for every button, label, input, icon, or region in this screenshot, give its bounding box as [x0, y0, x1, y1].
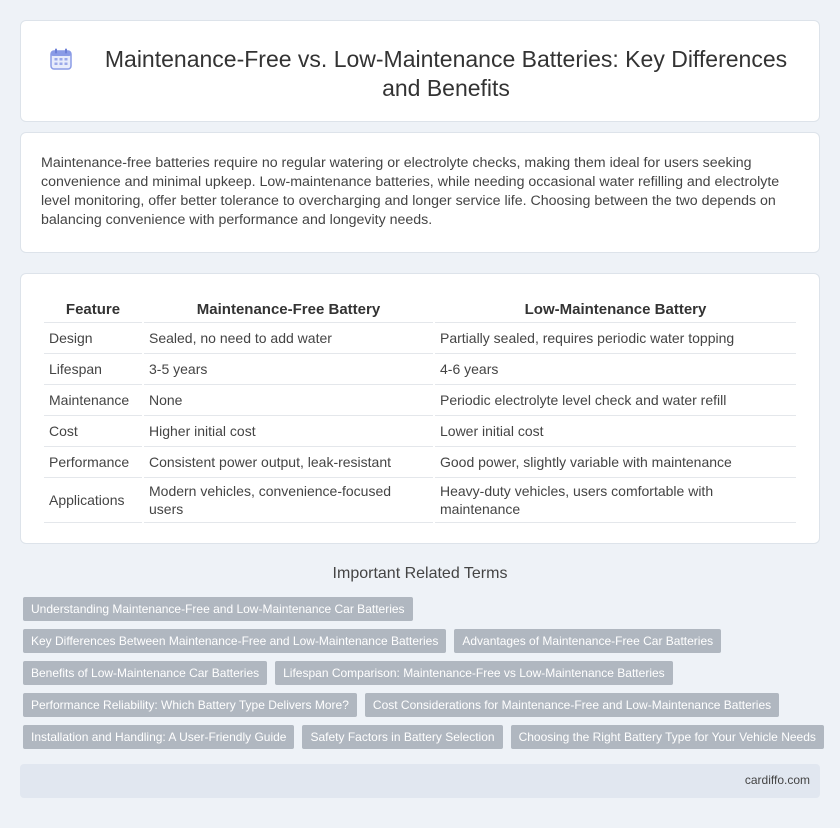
- intro-card: [20, 132, 820, 253]
- header-feature: Feature: [44, 294, 142, 323]
- feature-cell: Lifespan: [44, 354, 142, 385]
- related-term-tag[interactable]: Safety Factors in Battery Selection: [302, 725, 502, 749]
- related-term-tag[interactable]: Choosing the Right Battery Type for Your Vehicle Needs: [511, 725, 824, 749]
- low-maintenance-cell: Heavy-duty vehicles, users comfortable with maintenance: [435, 478, 796, 523]
- related-term-tag[interactable]: Performance Reliability: Which Battery Type Delivers More?: [23, 693, 357, 717]
- page-title: Maintenance-Free vs. Low-Maintenance Batteries: Key Differences and Benefits: [104, 46, 788, 101]
- table-header-row: [44, 294, 796, 323]
- maintenance-free-cell: Modern vehicles, convenience-focused users: [144, 478, 433, 523]
- low-maintenance-cell: Partially sealed, requires periodic water topping: [435, 323, 796, 354]
- table-row: [44, 354, 796, 385]
- table-row: [44, 447, 796, 478]
- site-name[interactable]: cardiffo.com: [744, 773, 810, 787]
- table-row: [44, 478, 796, 523]
- header-maintenance-free: Maintenance-Free Battery: [144, 294, 433, 323]
- feature-cell: Cost: [44, 416, 142, 447]
- header-low-maintenance: Low-Maintenance Battery: [435, 294, 796, 323]
- low-maintenance-cell: 4-6 years: [435, 354, 796, 385]
- intro-paragraph: Maintenance-free batteries require no regular watering or electrolyte checks, making them ideal for users seeking convenience and minimal upkeep. Low-maintenance batteries, while needing occasional water refilling and electrolyte level monitoring, offer better tolerance to overcharging and longer service life. Choosing between the two depends on balancing convenience with performance and longevity needs.: [41, 155, 780, 228]
- related-terms-list: [23, 597, 823, 757]
- related-term-tag[interactable]: Benefits of Low-Maintenance Car Batteries: [23, 661, 267, 685]
- low-maintenance-cell: Good power, slightly variable with maintenance: [435, 447, 796, 478]
- feature-cell: Applications: [44, 478, 142, 523]
- maintenance-free-cell: None: [144, 385, 433, 416]
- low-maintenance-cell: Periodic electrolyte level check and water refill: [435, 385, 796, 416]
- related-term-tag[interactable]: Key Differences Between Maintenance-Free and Low-Maintenance Batteries: [23, 629, 446, 653]
- related-term-tag[interactable]: Lifespan Comparison: Maintenance-Free vs Low-Maintenance Batteries: [275, 661, 673, 685]
- related-term-tag[interactable]: Advantages of Maintenance-Free Car Batteries: [454, 629, 721, 653]
- related-term-tag[interactable]: Understanding Maintenance-Free and Low-Maintenance Car Batteries: [23, 597, 413, 621]
- title-card: [20, 20, 820, 122]
- maintenance-free-cell: Sealed, no need to add water: [144, 323, 433, 354]
- maintenance-free-cell: 3-5 years: [144, 354, 433, 385]
- feature-cell: Maintenance: [44, 385, 142, 416]
- feature-cell: Design: [44, 323, 142, 354]
- footer: [20, 764, 820, 798]
- maintenance-free-cell: Consistent power output, leak-resistant: [144, 447, 433, 478]
- related-term-tag[interactable]: Cost Considerations for Maintenance-Free and Low-Maintenance Batteries: [365, 693, 779, 717]
- feature-cell: Performance: [44, 447, 142, 478]
- comparison-table: [42, 294, 798, 523]
- table-row: [44, 416, 796, 447]
- related-terms-heading: Important Related Terms: [332, 565, 508, 582]
- comparison-card: [20, 273, 820, 544]
- low-maintenance-cell: Lower initial cost: [435, 416, 796, 447]
- table-row: [44, 323, 796, 354]
- maintenance-free-cell: Higher initial cost: [144, 416, 433, 447]
- table-row: [44, 385, 796, 416]
- related-term-tag[interactable]: Installation and Handling: A User-Friendly Guide: [23, 725, 294, 749]
- calendar-icon: [49, 47, 73, 71]
